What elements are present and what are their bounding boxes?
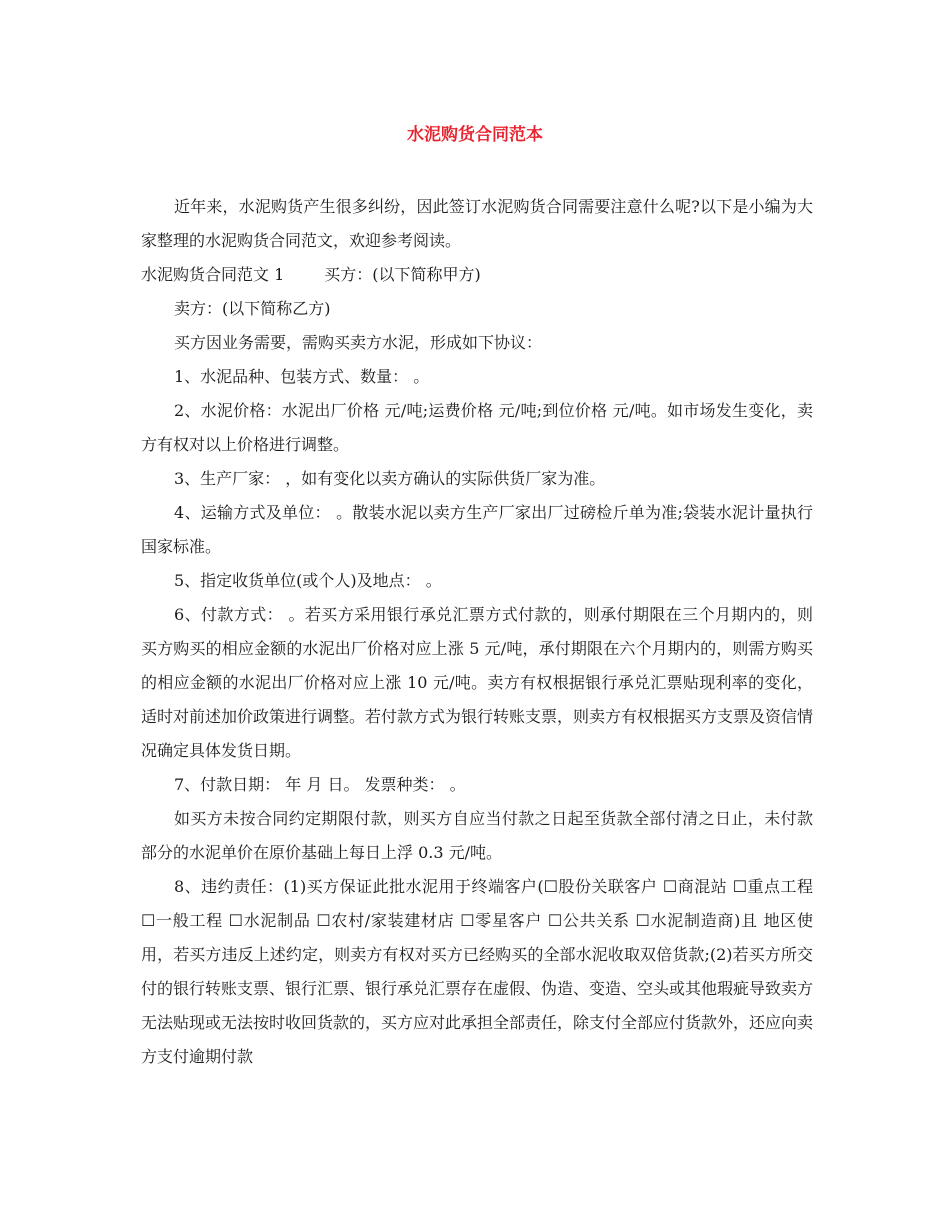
clause-7: 7、付款日期： 年 月 日。 发票种类： 。 [174, 775, 466, 794]
paragraph-intro: 近年来，水泥购货产生很多纠纷，因此签订水泥购货合同需要注意什么呢?以下是小编为大家整理的水泥购货合同范文，欢迎参考阅读。 [141, 197, 813, 250]
clause-1: 1、水泥品种、包装方式、数量： 。 [174, 367, 430, 386]
document-body [141, 190, 813, 1074]
clause-2: 2、水泥价格：水泥出厂价格 元/吨;运费价格 元/吨;到位价格 元/吨。如市场发生变化，卖方有权对以上价格进行调整。 [141, 401, 813, 454]
clause-5: 5、指定收货单位(或个人)及地点： 。 [174, 571, 442, 590]
paragraph-late-payment: 如买方未按合同约定期限付款，则买方自应当付款之日起至货款全部付清之日止，未付款部分的水泥单价在原价基础上每日上浮 0.3 元/吨。 [141, 809, 813, 862]
clause-6: 6、付款方式： 。若买方采用银行承兑汇票方式付款的，则承付期限在三个月期内的，则买方购买的相应金额的水泥出厂价格对应上涨 5 元/吨，承付期限在六个月期内的，则需方购买的相应金额的水泥出厂价格对应上涨 10 元/吨。卖方有权根据银行承兑汇票贴现利率的变化，适时对前述加价政策进行调整。若付款方式为银行转账支票，则卖方有权根据买方支票及资信情况确定具体发货日期。 [141, 605, 814, 760]
buyer-line: 买方：(以下简称甲方) [324, 265, 481, 284]
paragraph-agreement: 买方因业务需要，需购买卖方水泥，形成如下协议： [174, 333, 543, 352]
document-title: 水泥购货合同范本 [407, 125, 543, 145]
clause-3: 3、生产厂家： ，如有变化以卖方确认的实际供货厂家为准。 [174, 469, 606, 488]
clause-8: 8、违约责任：(1)买方保证此批水泥用于终端客户(☐股份关联客户 ☐商混站 ☐重点工程 ☐一般工程 ☐水泥制品 ☐农村/家装建材店 ☐零星客户 ☐公共关系 ☐水泥制造商)且 地区使用，若买方违反上述约定，则卖方有权对买方已经购买的全部水泥收取双倍货款;(2)若买方所交付的银行转账支票、银行汇票、银行承兑汇票存在虚假、伪造、变造、空头或其他瑕疵导致卖方无法贴现或无法按时收回货款的，买方应对此承担全部责任，除支付全部应付货款外，还应向卖方支付逾期付款 [141, 877, 814, 1066]
sample-heading-label: 水泥购货合同范文 1 [141, 265, 285, 284]
clause-4: 4、运输方式及单位： 。散装水泥以卖方生产厂家出厂过磅检斤单为准;袋装水泥计量执行国家标准。 [141, 503, 813, 556]
sample-heading-line [141, 258, 813, 292]
paragraph-seller: 卖方：(以下简称乙方) [174, 299, 331, 318]
